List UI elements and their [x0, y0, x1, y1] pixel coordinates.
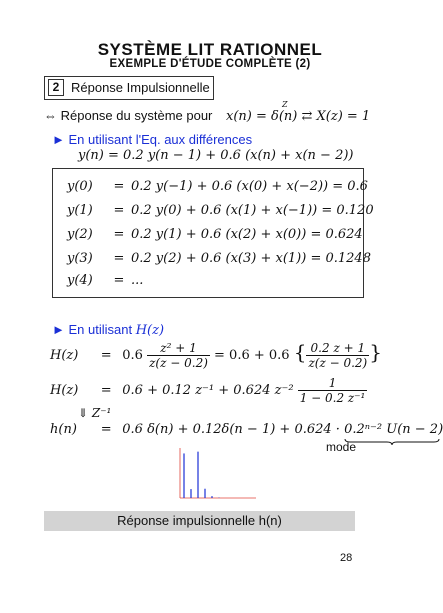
- method1-bullet: [52, 132, 252, 147]
- transfer-function-eq2: H(z) = 0.6 + 0.12 z⁻¹ + 0.624 z⁻² $\frac{1}{\text{1 − 0.2 z⁻¹}}$: [50, 376, 366, 405]
- method2-label-math: H(z): [135, 323, 165, 338]
- recursion-row: y(4) = ...: [67, 273, 144, 288]
- inverse-z-transform: ⇓ Z⁻¹: [78, 406, 112, 420]
- left-brace: {: [293, 340, 307, 364]
- difference-equation: y(n) = 0.2 y(n − 1) + 0.6 (x(n) + x(n − 2)): [78, 148, 354, 163]
- page-number: 28: [340, 552, 353, 564]
- intro-line: [44, 108, 370, 124]
- method2-bullet: [52, 322, 164, 338]
- impulse-response-eq: h(n) = 0.6 δ(n) + 0.12δ(n − 1) + 0.624 · 0.2ⁿ⁻² U(n − 2): [50, 422, 443, 437]
- equivalence-arrow: ⇔: [44, 108, 57, 123]
- recursion-row: y(0) = 0.2 y(−1) + 0.6 (x(0) + x(−2)) = 0.6: [67, 179, 368, 194]
- method2-label: En utilisant: [68, 322, 133, 337]
- figure-caption: Réponse impulsionnelle h(n): [44, 511, 355, 531]
- mode-label: mode: [326, 440, 357, 454]
- method1-label: En utilisant l'Eq. aux différences: [68, 132, 253, 147]
- section-number: 2: [48, 79, 64, 96]
- recursion-row: y(2) = 0.2 y(1) + 0.6 (x(2) + x(0)) = 0.624: [67, 227, 363, 242]
- section-label: Réponse Impulsionnelle: [71, 80, 210, 95]
- bullet-arrow-icon: ►: [52, 322, 65, 337]
- bullet-arrow-icon: ►: [52, 132, 65, 147]
- recursion-row: y(3) = 0.2 y(2) + 0.6 (x(3) + x(1)) = 0.1248: [67, 251, 371, 266]
- mode-term: 0.2ⁿ⁻² U(n − 2): [344, 422, 443, 437]
- chart-stems: [184, 452, 219, 498]
- recursion-box: [52, 168, 374, 298]
- page-title: SYSTÈME LIT RATIONNEL: [97, 40, 323, 59]
- right-brace: }: [369, 340, 382, 364]
- fraction: $\frac{1}{\text{1 − 0.2 z⁻¹}}$: [299, 376, 366, 405]
- page-subtitle: EXEMPLE D'ÉTUDE COMPLÈTE (2): [109, 58, 311, 70]
- intro-text: Réponse du système pour: [60, 108, 213, 123]
- section-box: [44, 76, 214, 100]
- fraction: $\frac{\text{z² + 1}}{z(z - 0.2)}$: [149, 341, 208, 370]
- transfer-function-eq1: H(z) = 0.6 $\frac{\text{z² + 1}}{z(z - 0.2)}$ = 0.6 + 0.6 { $\frac{0.2 z + 1}{z(z - 0.2)}$ }: [50, 340, 382, 370]
- recursion-row: y(1) = 0.2 y(0) + 0.6 (x(1) + x(−1)) = 0.120: [67, 203, 374, 218]
- z-transform-label: Z: [282, 100, 288, 109]
- impulse-response-chart: [170, 438, 260, 500]
- intro-math: x(n) = δ(n) ⇄ X(z) = 1: [226, 109, 371, 124]
- fraction: $\frac{0.2 z + 1}{z(z - 0.2)}$: [308, 341, 368, 370]
- underbrace: [344, 438, 440, 446]
